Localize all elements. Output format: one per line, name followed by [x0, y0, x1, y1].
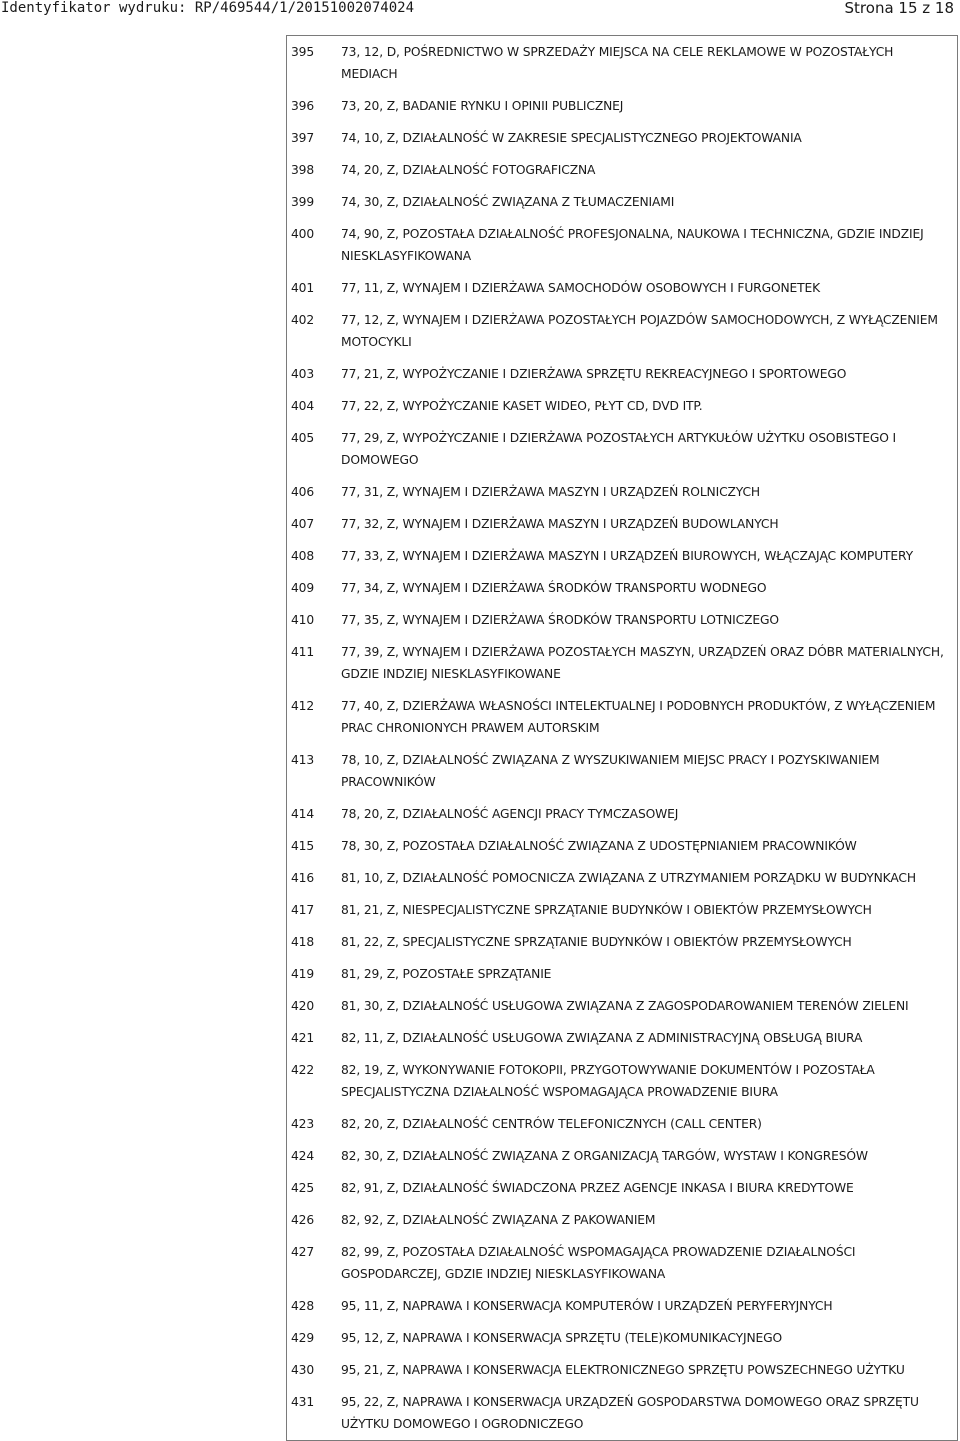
table-row	[287, 540, 958, 572]
row-number: 421	[291, 1031, 315, 1045]
table-row	[287, 1386, 958, 1441]
row-number: 412	[291, 699, 315, 713]
activity-description: 95, 11, Z, NAPRAWA I KONSERWACJA KOMPUTERÓW I URZĄDZEŃ PERYFERYJNYCH	[341, 1299, 833, 1313]
activity-description: 82, 20, Z, DZIAŁALNOŚĆ CENTRÓW TELEFONICZNYCH (CALL CENTER)	[341, 1117, 762, 1131]
table-row	[287, 1354, 958, 1386]
activity-description: 82, 30, Z, DZIAŁALNOŚĆ ZWIĄZANA Z ORGANIZACJĄ TARGÓW, WYSTAW I KONGRESÓW	[341, 1149, 868, 1163]
activity-description: 82, 91, Z, DZIAŁALNOŚĆ ŚWIADCZONA PRZEZ AGENCJE INKASA I BIURA KREDYTOWE	[341, 1181, 854, 1195]
table-row	[287, 122, 958, 154]
row-number: 399	[291, 195, 315, 209]
row-number: 415	[291, 839, 315, 853]
table-row	[287, 1322, 958, 1354]
table-row	[287, 304, 958, 358]
table-row	[287, 894, 958, 926]
table-row	[287, 690, 958, 744]
row-number: 408	[291, 549, 315, 563]
table-row	[287, 862, 958, 894]
table-row	[287, 958, 958, 990]
row-number: 403	[291, 367, 315, 381]
activity-description: 77, 22, Z, WYPOŻYCZANIE KASET WIDEO, PŁYT CD, DVD ITP.	[341, 399, 703, 413]
table-row	[287, 990, 958, 1022]
row-number: 411	[291, 645, 315, 659]
activity-description: 77, 34, Z, WYNAJEM I DZIERŻAWA ŚRODKÓW TRANSPORTU WODNEGO	[341, 581, 767, 595]
activity-description: 78, 30, Z, POZOSTAŁA DZIAŁALNOŚĆ ZWIĄZANA Z UDOSTĘPNIANIEM PRACOWNIKÓW	[341, 839, 857, 853]
table-row	[287, 798, 958, 830]
table-row	[287, 926, 958, 958]
print-identifier: Identyfikator wydruku: RP/469544/1/20151002074024	[1, 0, 415, 16]
activity-description: 82, 99, Z, POZOSTAŁA DZIAŁALNOŚĆ WSPOMAGAJĄCA PROWADZENIE DZIAŁALNOŚCI GOSPODARCZEJ, GDZIE INDZIEJ NIESKLASYFIKOWANA	[341, 1245, 856, 1281]
page-number: Strona 15 z 18	[844, 0, 954, 17]
table-row	[287, 604, 958, 636]
print-header	[0, 0, 960, 16]
activity-description: 73, 20, Z, BADANIE RYNKU I OPINII PUBLICZNEJ	[341, 99, 624, 113]
row-number: 396	[291, 99, 315, 113]
table-row	[287, 830, 958, 862]
row-number: 407	[291, 517, 315, 531]
table-row	[287, 1140, 958, 1172]
row-number: 428	[291, 1299, 315, 1313]
activity-description: 95, 22, Z, NAPRAWA I KONSERWACJA URZĄDZEŃ GOSPODARSTWA DOMOWEGO ORAZ SPRZĘTU UŻYTKU DOMOWEGO I OGRODNICZEGO	[341, 1395, 919, 1431]
activity-description: 77, 21, Z, WYPOŻYCZANIE I DZIERŻAWA SPRZĘTU REKREACYJNEGO I SPORTOWEGO	[341, 367, 847, 381]
activity-description: 78, 20, Z, DZIAŁALNOŚĆ AGENCJI PRACY TYMCZASOWEJ	[341, 807, 679, 821]
activity-description: 73, 12, D, POŚREDNICTWO W SPRZEDAŻY MIEJSCA NA CELE REKLAMOWE W POZOSTAŁYCH MEDIACH	[341, 45, 894, 81]
table-row	[287, 154, 958, 186]
table-body	[287, 36, 958, 1441]
row-number: 426	[291, 1213, 315, 1227]
row-number: 400	[291, 227, 315, 241]
activity-description: 82, 19, Z, WYKONYWANIE FOTOKOPII, PRZYGOTOWYWANIE DOKUMENTÓW I POZOSTAŁA SPECJALISTYCZNA DZIAŁALNOŚĆ WSPOMAGAJĄCA PROWADZENIE BIURA	[341, 1063, 875, 1099]
activity-description: 77, 12, Z, WYNAJEM I DZIERŻAWA POZOSTAŁYCH POJAZDÓW SAMOCHODOWYCH, Z WYŁĄCZENIEM MOTOCYKLI	[341, 313, 938, 349]
table-row	[287, 636, 958, 690]
activity-description: 95, 21, Z, NAPRAWA I KONSERWACJA ELEKTRONICZNEGO SPRZĘTU POWSZECHNEGO UŻYTKU	[341, 1363, 905, 1377]
row-number: 401	[291, 281, 315, 295]
table-row	[287, 186, 958, 218]
row-number: 420	[291, 999, 315, 1013]
table-row	[287, 1108, 958, 1140]
table-row	[287, 272, 958, 304]
row-number: 431	[291, 1395, 315, 1409]
activity-description: 78, 10, Z, DZIAŁALNOŚĆ ZWIĄZANA Z WYSZUKIWANIEM MIEJSC PRACY I POZYSKIWANIEM PRACOWNIKÓW	[341, 753, 880, 789]
table-row	[287, 358, 958, 390]
activity-description: 81, 30, Z, DZIAŁALNOŚĆ USŁUGOWA ZWIĄZANA Z ZAGOSPODAROWANIEM TERENÓW ZIELENI	[341, 999, 909, 1013]
activity-description: 74, 20, Z, DZIAŁALNOŚĆ FOTOGRAFICZNA	[341, 163, 596, 177]
row-number: 429	[291, 1331, 315, 1345]
table-row	[287, 390, 958, 422]
row-number: 422	[291, 1063, 315, 1077]
row-number: 397	[291, 131, 315, 145]
table-row	[287, 1290, 958, 1322]
activity-description: 81, 22, Z, SPECJALISTYCZNE SPRZĄTANIE BUDYNKÓW I OBIEKTÓW PRZEMYSŁOWYCH	[341, 935, 852, 949]
table-row	[287, 422, 958, 476]
activity-description: 77, 40, Z, DZIERŻAWA WŁASNOŚCI INTELEKTUALNEJ I PODOBNYCH PRODUKTÓW, Z WYŁĄCZENIEM PRAC CHRONIONYCH PRAWEM AUTORSKIM	[341, 699, 936, 735]
activity-description: 74, 90, Z, POZOSTAŁA DZIAŁALNOŚĆ PROFESJONALNA, NAUKOWA I TECHNICZNA, GDZIE INDZIEJ NIESKLASYFIKOWANA	[341, 227, 924, 263]
table-row	[287, 572, 958, 604]
row-number: 395	[291, 45, 315, 59]
row-number: 418	[291, 935, 315, 949]
activity-description: 81, 21, Z, NIESPECJALISTYCZNE SPRZĄTANIE BUDYNKÓW I OBIEKTÓW PRZEMYSŁOWYCH	[341, 903, 872, 917]
activity-description: 82, 92, Z, DZIAŁALNOŚĆ ZWIĄZANA Z PAKOWANIEM	[341, 1213, 656, 1227]
row-number: 409	[291, 581, 315, 595]
activity-code-table	[286, 35, 958, 1441]
row-number: 406	[291, 485, 315, 499]
activity-description: 95, 12, Z, NAPRAWA I KONSERWACJA SPRZĘTU (TELE)KOMUNIKACYJNEGO	[341, 1331, 783, 1345]
row-number: 419	[291, 967, 315, 981]
table-row	[287, 1236, 958, 1290]
activity-description: 77, 33, Z, WYNAJEM I DZIERŻAWA MASZYN I URZĄDZEŃ BIUROWYCH, WŁĄCZAJĄC KOMPUTERY	[341, 549, 913, 563]
row-number: 417	[291, 903, 315, 917]
activity-description: 74, 10, Z, DZIAŁALNOŚĆ W ZAKRESIE SPECJALISTYCZNEGO PROJEKTOWANIA	[341, 131, 802, 145]
table-row	[287, 476, 958, 508]
table-row	[287, 508, 958, 540]
row-number: 410	[291, 613, 315, 627]
row-number: 424	[291, 1149, 315, 1163]
activity-description: 77, 29, Z, WYPOŻYCZANIE I DZIERŻAWA POZOSTAŁYCH ARTYKUŁÓW UŻYTKU OSOBISTEGO I DOMOWEGO	[341, 431, 897, 467]
table-row	[287, 36, 958, 91]
row-number: 414	[291, 807, 315, 821]
activity-description: 81, 29, Z, POZOSTAŁE SPRZĄTANIE	[341, 967, 552, 981]
row-number: 423	[291, 1117, 315, 1131]
table-row	[287, 1054, 958, 1108]
activity-description: 82, 11, Z, DZIAŁALNOŚĆ USŁUGOWA ZWIĄZANA Z ADMINISTRACYJNĄ OBSŁUGĄ BIURA	[341, 1031, 863, 1045]
table-row	[287, 1022, 958, 1054]
row-number: 404	[291, 399, 315, 413]
activity-description: 74, 30, Z, DZIAŁALNOŚĆ ZWIĄZANA Z TŁUMACZENIAMI	[341, 195, 675, 209]
activity-description: 77, 11, Z, WYNAJEM I DZIERŻAWA SAMOCHODÓW OSOBOWYCH I FURGONETEK	[341, 281, 821, 295]
row-number: 425	[291, 1181, 315, 1195]
activity-description: 81, 10, Z, DZIAŁALNOŚĆ POMOCNICZA ZWIĄZANA Z UTRZYMANIEM PORZĄDKU W BUDYNKACH	[341, 871, 916, 885]
row-number: 413	[291, 753, 315, 767]
table-row	[287, 218, 958, 272]
activity-description: 77, 35, Z, WYNAJEM I DZIERŻAWA ŚRODKÓW TRANSPORTU LOTNICZEGO	[341, 613, 779, 627]
activity-description: 77, 32, Z, WYNAJEM I DZIERŻAWA MASZYN I URZĄDZEŃ BUDOWLANYCH	[341, 517, 779, 531]
row-number: 416	[291, 871, 315, 885]
row-number: 427	[291, 1245, 315, 1259]
table-row	[287, 90, 958, 122]
row-number: 402	[291, 313, 315, 327]
table-row	[287, 1204, 958, 1236]
row-number: 430	[291, 1363, 315, 1377]
activity-description: 77, 39, Z, WYNAJEM I DZIERŻAWA POZOSTAŁYCH MASZYN, URZĄDZEŃ ORAZ DÓBR MATERIALNYCH, GDZIE INDZIEJ NIESKLASYFIKOWANE	[341, 645, 944, 681]
row-number: 398	[291, 163, 315, 177]
activity-description: 77, 31, Z, WYNAJEM I DZIERŻAWA MASZYN I URZĄDZEŃ ROLNICZYCH	[341, 485, 760, 499]
table-row	[287, 744, 958, 798]
table-row	[287, 1172, 958, 1204]
row-number: 405	[291, 431, 315, 445]
